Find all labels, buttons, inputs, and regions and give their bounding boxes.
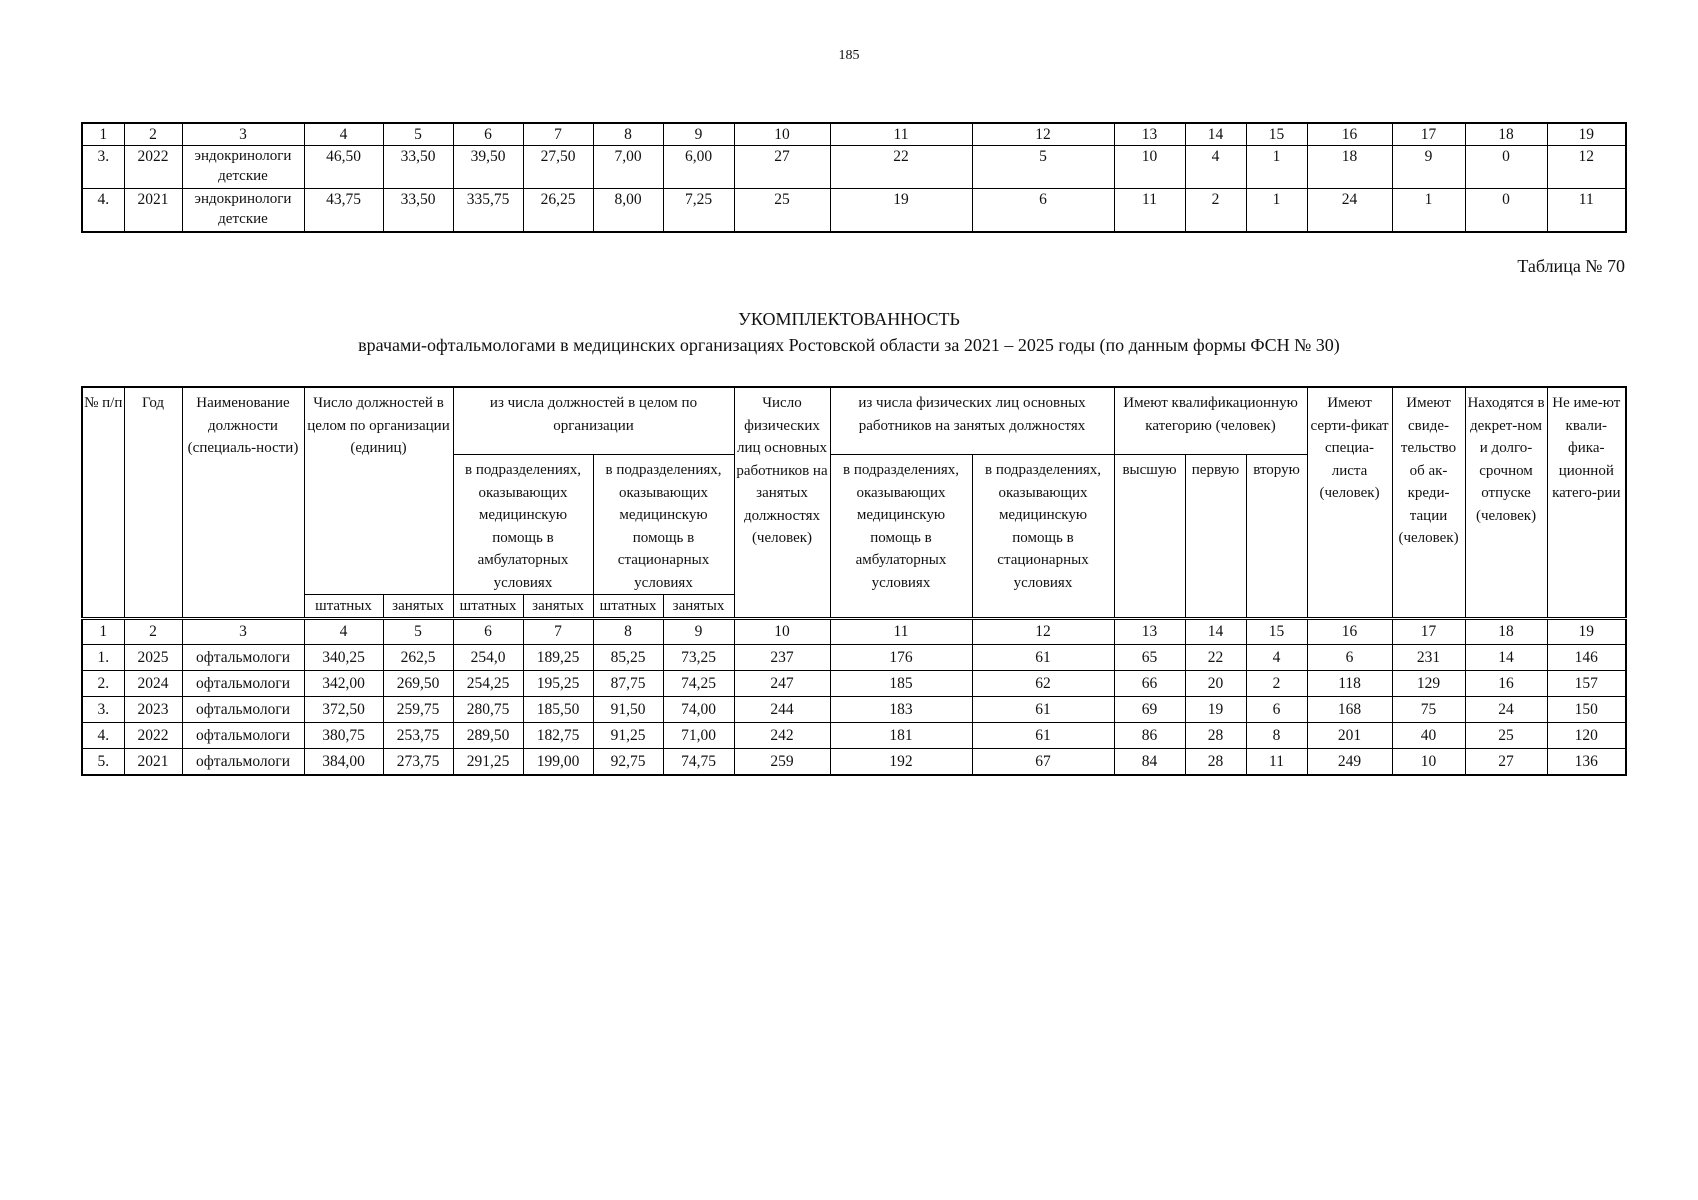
table-cell: 380,75 — [304, 723, 383, 749]
header-staff-4: штатных — [304, 595, 383, 619]
column-number-row — [82, 123, 1626, 146]
table-cell: 73,25 — [663, 645, 734, 671]
header-persons-ambulatory: в подразделениях, оказывающих медицинскую помощь в амбулаторных условиях — [830, 455, 972, 619]
column-number: 14 — [1185, 123, 1246, 146]
column-number: 11 — [830, 123, 972, 146]
table-cell: 91,25 — [593, 723, 663, 749]
table-cell: офтальмологи — [182, 671, 304, 697]
table-cell: 43,75 — [304, 189, 383, 233]
table-cell: 3. — [82, 146, 124, 189]
column-number: 8 — [593, 123, 663, 146]
table-cell: 11 — [1114, 189, 1185, 233]
column-number: 12 — [972, 619, 1114, 645]
table-cell: 4. — [82, 189, 124, 233]
table-cell: 12 — [1547, 146, 1626, 189]
header-occupied-9: занятых — [663, 595, 734, 619]
header-staff-8: штатных — [593, 595, 663, 619]
column-number: 3 — [182, 619, 304, 645]
column-number: 1 — [82, 619, 124, 645]
header-second: вторую — [1246, 455, 1307, 619]
header-occupied-5: занятых — [383, 595, 453, 619]
table-cell: 86 — [1114, 723, 1185, 749]
column-number: 15 — [1246, 619, 1307, 645]
column-number: 19 — [1547, 123, 1626, 146]
table-cell: 2025 — [124, 645, 182, 671]
table-cell: 5 — [972, 146, 1114, 189]
header-positions-of-which: из числа должностей в целом по организации — [453, 387, 734, 455]
table-cell: 340,25 — [304, 645, 383, 671]
column-number: 4 — [304, 619, 383, 645]
table-cell: 185,50 — [523, 697, 593, 723]
table-cell: 11 — [1246, 749, 1307, 776]
table-cell: 71,00 — [663, 723, 734, 749]
table-cell: 25 — [734, 189, 830, 233]
column-number: 14 — [1185, 619, 1246, 645]
table-cell: 199,00 — [523, 749, 593, 776]
table-cell: 61 — [972, 645, 1114, 671]
table-cell: 4 — [1185, 146, 1246, 189]
table-cell: 157 — [1547, 671, 1626, 697]
table-cell: 2023 — [124, 697, 182, 723]
table-row — [82, 671, 1626, 697]
table-cell: 259 — [734, 749, 830, 776]
table-label: Таблица № 70 — [1517, 256, 1625, 276]
column-number: 2 — [124, 123, 182, 146]
table-cell: 129 — [1392, 671, 1465, 697]
table-cell: 92,75 — [593, 749, 663, 776]
table-cell: 6,00 — [663, 146, 734, 189]
table-cell: 289,50 — [453, 723, 523, 749]
header-persons-inpatient: в подразделениях, оказывающих медицинскую помощь в стационарных условиях — [972, 455, 1114, 619]
table-cell: 118 — [1307, 671, 1392, 697]
table-cell: 40 — [1392, 723, 1465, 749]
header-staff-6: штатных — [453, 595, 523, 619]
column-number: 9 — [663, 619, 734, 645]
table-cell: 22 — [830, 146, 972, 189]
table-cell: 19 — [830, 189, 972, 233]
table-cell: 291,25 — [453, 749, 523, 776]
table-cell: 7,00 — [593, 146, 663, 189]
column-number: 6 — [453, 619, 523, 645]
table-cell: 242 — [734, 723, 830, 749]
table-cell: 176 — [830, 645, 972, 671]
table-cell: офтальмологи — [182, 723, 304, 749]
column-number: 15 — [1246, 123, 1307, 146]
table-cell: 69 — [1114, 697, 1185, 723]
table-cell: 4 — [1246, 645, 1307, 671]
table-cell: 74,75 — [663, 749, 734, 776]
column-number: 7 — [523, 619, 593, 645]
table-cell: 182,75 — [523, 723, 593, 749]
table-cell: 27 — [1465, 749, 1547, 776]
table-cell: 189,25 — [523, 645, 593, 671]
table-cell: 3. — [82, 697, 124, 723]
table-cell: 2022 — [124, 146, 182, 189]
table-subtitle: врачами-офтальмологами в медицинских организациях Ростовской области за 2021 – 2025 годы (по данным формы ФСН № 30) — [358, 335, 1340, 355]
table-cell: 244 — [734, 697, 830, 723]
table-cell: 262,5 — [383, 645, 453, 671]
table-cell: 91,50 — [593, 697, 663, 723]
column-number: 11 — [830, 619, 972, 645]
table-cell: 136 — [1547, 749, 1626, 776]
table-cell: 24 — [1307, 189, 1392, 233]
table-cell: 28 — [1185, 749, 1246, 776]
table-cell: 6 — [1246, 697, 1307, 723]
table-cell: 2. — [82, 671, 124, 697]
table-cell: 74,25 — [663, 671, 734, 697]
table-cell: 280,75 — [453, 697, 523, 723]
header-occupied-7: занятых — [523, 595, 593, 619]
table-cell: 120 — [1547, 723, 1626, 749]
table-cell: 150 — [1547, 697, 1626, 723]
table-cell: 87,75 — [593, 671, 663, 697]
header-positions-total: Число должностей в целом по организации (единиц) — [304, 387, 453, 595]
column-number: 18 — [1465, 123, 1547, 146]
table-cell: 201 — [1307, 723, 1392, 749]
table-cell: 26,25 — [523, 189, 593, 233]
column-number-row — [82, 619, 1626, 645]
table-cell: 2021 — [124, 189, 182, 233]
table-cell: 10 — [1114, 146, 1185, 189]
table-cell: 61 — [972, 697, 1114, 723]
table-cell: 183 — [830, 697, 972, 723]
column-number: 9 — [663, 123, 734, 146]
table-cell: 9 — [1392, 146, 1465, 189]
header-inpatient: в подразделениях, оказывающих медицинскую помощь в стационарных условиях — [593, 455, 734, 595]
header-certificate: Имеют серти-фикат специа-листа (человек) — [1307, 387, 1392, 619]
header-num: № п/п — [82, 387, 124, 619]
table-row — [82, 697, 1626, 723]
table-cell: 335,75 — [453, 189, 523, 233]
table-cell: 237 — [734, 645, 830, 671]
column-number: 1 — [82, 123, 124, 146]
header-no-category: Не име-ют квали-фика-ционной катего-рии — [1547, 387, 1626, 619]
column-number: 13 — [1114, 123, 1185, 146]
column-number: 6 — [453, 123, 523, 146]
table-cell: 7,25 — [663, 189, 734, 233]
table-cell: 1 — [1246, 146, 1307, 189]
table-cell: 84 — [1114, 749, 1185, 776]
header-first: первую — [1185, 455, 1246, 619]
table-cell: 269,50 — [383, 671, 453, 697]
table-cell: 10 — [1392, 749, 1465, 776]
column-number: 16 — [1307, 123, 1392, 146]
table-cell: 273,75 — [383, 749, 453, 776]
page-number: 185 — [838, 48, 860, 63]
continued-table — [81, 122, 1627, 233]
table-cell: 6 — [1307, 645, 1392, 671]
table-cell: 8 — [1246, 723, 1307, 749]
table-cell: 19 — [1185, 697, 1246, 723]
table-cell: 8,00 — [593, 189, 663, 233]
table-row — [82, 189, 1626, 233]
column-number: 13 — [1114, 619, 1185, 645]
table-cell: 39,50 — [453, 146, 523, 189]
table-cell: 65 — [1114, 645, 1185, 671]
table-cell: эндокринологи детские — [182, 189, 304, 233]
column-number: 5 — [383, 619, 453, 645]
header-leave: Находятся в декрет-ном и долго-срочном отпуске (человек) — [1465, 387, 1547, 619]
staffing-table — [81, 386, 1627, 776]
table-cell: 384,00 — [304, 749, 383, 776]
table-cell: 168 — [1307, 697, 1392, 723]
table-cell: 247 — [734, 671, 830, 697]
table-cell: 192 — [830, 749, 972, 776]
table-cell: 4. — [82, 723, 124, 749]
table-cell: 16 — [1465, 671, 1547, 697]
table-cell: 24 — [1465, 697, 1547, 723]
column-number: 12 — [972, 123, 1114, 146]
table-cell: 85,25 — [593, 645, 663, 671]
column-number: 19 — [1547, 619, 1626, 645]
table-cell: 231 — [1392, 645, 1465, 671]
column-number: 18 — [1465, 619, 1547, 645]
table-cell: 146 — [1547, 645, 1626, 671]
column-number: 10 — [734, 123, 830, 146]
table-cell: 27 — [734, 146, 830, 189]
table-cell: 11 — [1547, 189, 1626, 233]
column-number: 7 — [523, 123, 593, 146]
table-row — [82, 749, 1626, 776]
table-cell: офтальмологи — [182, 749, 304, 776]
table-cell: 18 — [1307, 146, 1392, 189]
table-cell: 2024 — [124, 671, 182, 697]
table-cell: 0 — [1465, 146, 1547, 189]
table-cell: 249 — [1307, 749, 1392, 776]
table-cell: 181 — [830, 723, 972, 749]
table-row — [82, 645, 1626, 671]
header-ambulatory: в подразделениях, оказывающих медицинскую помощь в амбулаторных условиях — [453, 455, 593, 595]
header-year: Год — [124, 387, 182, 619]
table-cell: 28 — [1185, 723, 1246, 749]
table-cell: 2021 — [124, 749, 182, 776]
column-number: 17 — [1392, 619, 1465, 645]
table-cell: эндокринологи детские — [182, 146, 304, 189]
table-cell: 5. — [82, 749, 124, 776]
table-cell: 342,00 — [304, 671, 383, 697]
table-cell: офтальмологи — [182, 697, 304, 723]
table-row — [82, 723, 1626, 749]
header-persons: Число физических лиц основных работников на занятых должностях (человек) — [734, 387, 830, 619]
table-cell: 0 — [1465, 189, 1547, 233]
table-cell: 1 — [1246, 189, 1307, 233]
table-cell: 254,0 — [453, 645, 523, 671]
header-accreditation: Имеют свиде-тельство об ак-креди-тации (человек) — [1392, 387, 1465, 619]
table-cell: 2 — [1246, 671, 1307, 697]
table-row — [82, 146, 1626, 189]
table-cell: 185 — [830, 671, 972, 697]
table-cell: 1 — [1392, 189, 1465, 233]
table-cell: 33,50 — [383, 189, 453, 233]
table-cell: офтальмологи — [182, 645, 304, 671]
column-number: 16 — [1307, 619, 1392, 645]
table-cell: 1. — [82, 645, 124, 671]
table-cell: 61 — [972, 723, 1114, 749]
table-cell: 74,00 — [663, 697, 734, 723]
header-persons-of-which: из числа физических лиц основных работников на занятых должностях — [830, 387, 1114, 455]
column-number: 2 — [124, 619, 182, 645]
table-title: УКОМПЛЕКТОВАННОСТЬ — [738, 309, 960, 329]
column-number: 17 — [1392, 123, 1465, 146]
table-cell: 25 — [1465, 723, 1547, 749]
table-cell: 20 — [1185, 671, 1246, 697]
table-cell: 2022 — [124, 723, 182, 749]
column-number: 3 — [182, 123, 304, 146]
table-cell: 67 — [972, 749, 1114, 776]
column-number: 8 — [593, 619, 663, 645]
table-cell: 195,25 — [523, 671, 593, 697]
table-cell: 66 — [1114, 671, 1185, 697]
table-cell: 14 — [1465, 645, 1547, 671]
table-cell: 372,50 — [304, 697, 383, 723]
column-number: 10 — [734, 619, 830, 645]
table-cell: 62 — [972, 671, 1114, 697]
table-cell: 27,50 — [523, 146, 593, 189]
table-cell: 75 — [1392, 697, 1465, 723]
table-cell: 254,25 — [453, 671, 523, 697]
column-number: 4 — [304, 123, 383, 146]
table-cell: 2 — [1185, 189, 1246, 233]
table-cell: 6 — [972, 189, 1114, 233]
header-highest: высшую — [1114, 455, 1185, 619]
table-cell: 33,50 — [383, 146, 453, 189]
header-qualification: Имеют квалификационную категорию (человек) — [1114, 387, 1307, 455]
column-number: 5 — [383, 123, 453, 146]
header-position-name: Наименование должности (специаль-ности) — [182, 387, 304, 619]
table-cell: 22 — [1185, 645, 1246, 671]
table-cell: 259,75 — [383, 697, 453, 723]
table-cell: 253,75 — [383, 723, 453, 749]
table-cell: 46,50 — [304, 146, 383, 189]
